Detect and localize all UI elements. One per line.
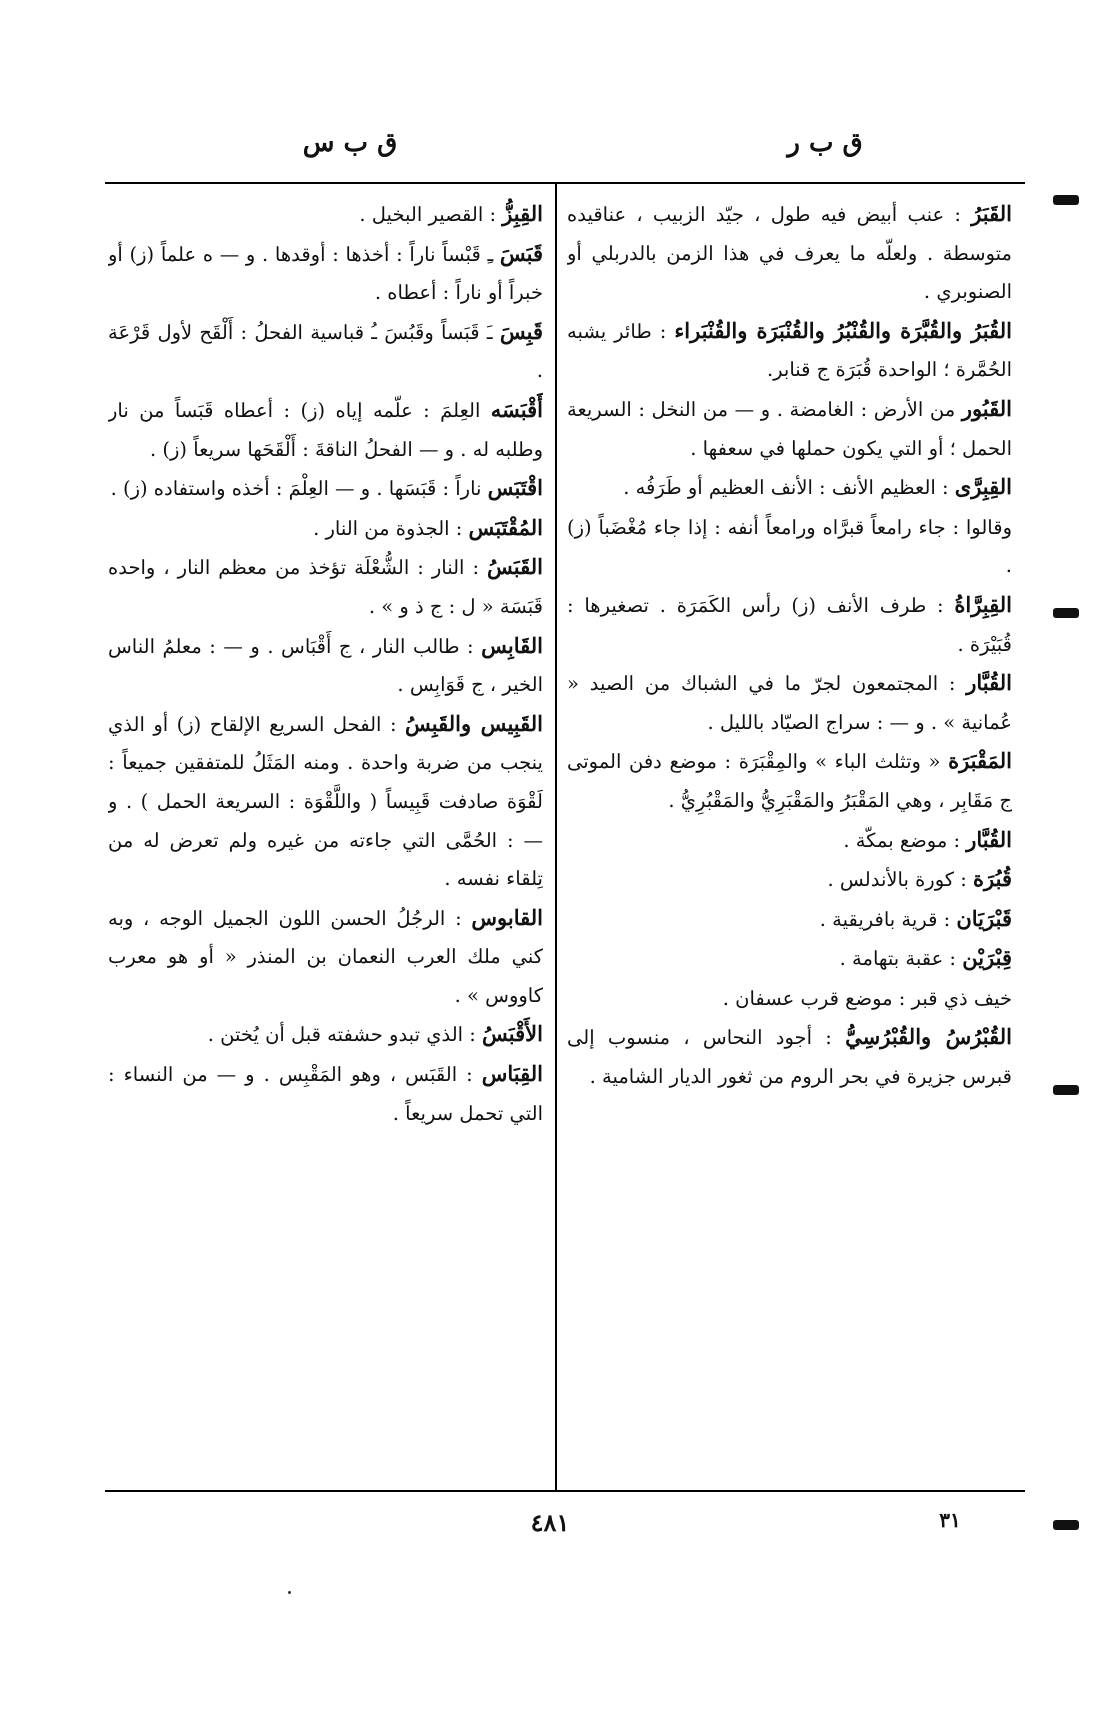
- entry-definition: العِلمَ : علّمه إياه (ز) : أعطاه قَبَساً من نار وطلبه له . و — الفحلُ الناقةَ : أَلْقَحَها سريعاً (ز) .: [108, 398, 543, 461]
- entry-definition: : القَبَس ، وهو المَقْبِس . و — من النساء : التي تحمل سريعاً .: [108, 1063, 543, 1125]
- entry: [567, 900, 1012, 940]
- entry-definition: : أجود النحاس ، منسوب إلى قبرس جزيرة في بحر الروم من ثغور الديار الشامية .: [567, 1026, 1012, 1089]
- entry-headword: القَبَسُ: [487, 554, 543, 580]
- entry: [567, 312, 1012, 390]
- entry-headword: القُبَّار: [966, 826, 1012, 852]
- entry-headword: القَبُور: [961, 395, 1012, 421]
- entry: [108, 705, 543, 899]
- entry-headword: القِبِرَّاةُ: [954, 591, 1012, 617]
- entry-definition: ناراً : قَبَسَها . و — العِلْمَ : أخذه واستفاده (ز) .: [110, 477, 488, 501]
- entry-definition: : عنب أبيض فيه طول ، جيّد الزبيب ، عناقيده متوسطة . ولعلّه ما يعرف في هذا الزمن بالدربلي أو الصنوبري .: [567, 203, 1012, 304]
- entry-definition: : النار : الشُّعْلَة تؤخذ من معظم النار ، واحده قَبَسَة « ل : ج ذ و » .: [108, 556, 543, 618]
- entry: [108, 235, 543, 313]
- entry: [567, 1018, 1012, 1096]
- print-speck: [288, 1591, 291, 1594]
- entry-definition: : الفحل السريع الإلقاح (ز) أو الذي ينجب من ضربة واحدة . ومنه المَثَلُ للمتفقين جميعاً : لَقْوَة صادفت قَبِيساً ( واللَّقْوَة : السريعة الحمل ) . و — : الحُمَّى التي جاءته من غيره ولم تعرض له من تِلقاء نفسه .: [108, 712, 543, 891]
- entry: [567, 508, 1012, 586]
- entry-headword: اقْتَبَس: [487, 475, 543, 501]
- entry: [108, 195, 543, 235]
- top-rule: [105, 182, 1025, 184]
- entry-definition: خيف ذي قبر : موضع قرب عسفان .: [722, 986, 1012, 1010]
- entry: [108, 1015, 543, 1055]
- margin-tab-marker: [1053, 608, 1079, 618]
- entry-definition: : عقبة بتهامة .: [839, 947, 963, 971]
- entry-definition: « وتثلث الباء » والمِقْبَرَة : موضع دفن الموتى ج مَقَابِر ، وهي المَقْبَرُ والمَقْبَرِيُّ والمَقْبُرِيُّ .: [567, 750, 1012, 812]
- entry: [567, 195, 1012, 312]
- entry: [567, 979, 1012, 1019]
- page-number: ٤٨١: [530, 1508, 570, 1537]
- entry: [108, 391, 543, 469]
- entry-headword: القُبَرُ والقُبَّرَة والقُنْبُرُ والقُنْبَرَة والقُنْبَراء: [674, 317, 1012, 343]
- entry-headword: المَقْبَرَة: [948, 748, 1012, 774]
- entry: [108, 469, 543, 509]
- entry-definition: ـَ قَبَساً وقَبُسَ ـُ قباسية الفحلُ : أَلْقَح لأول قَرْعَة .: [108, 320, 543, 383]
- entry-headword: القُبَّار: [966, 670, 1012, 696]
- entry-headword: القابوس: [471, 904, 543, 930]
- column-divider: [555, 182, 557, 1490]
- entry-definition: : الذي تبدو حشفته قبل أن يُختن .: [207, 1023, 483, 1047]
- entry-headword: قِبْرَيْن: [962, 945, 1012, 971]
- entry-definition: : العظيم الأنف : الأنف العظيم أو طَرَفُه .: [623, 476, 955, 500]
- entry-headword: القِبَاس: [481, 1061, 543, 1087]
- margin-tab-marker: [1053, 1085, 1079, 1095]
- entry-headword: القَبِيس والقَبِسُ: [404, 710, 543, 736]
- left-column: [108, 195, 543, 1480]
- entry: [567, 390, 1012, 468]
- entry: [108, 627, 543, 705]
- entry: [108, 548, 543, 626]
- signature-mark: ٣١: [939, 1508, 961, 1532]
- entry: [567, 664, 1012, 742]
- entry-headword: قَبِسَ: [499, 318, 543, 344]
- entry-headword: القَابِس: [481, 632, 543, 658]
- entry-headword: الأَقْبَسُ: [482, 1021, 543, 1047]
- entry-definition: : قرية بافريقية .: [819, 907, 957, 931]
- entry-definition: : كورة بالأندلس .: [827, 868, 974, 892]
- entry: [567, 939, 1012, 979]
- entry: [567, 860, 1012, 900]
- header-root-left: ق ب س: [302, 128, 398, 158]
- entry: [567, 821, 1012, 861]
- header-root-right: ق ب ر: [787, 128, 863, 158]
- entry-definition: : القصير البخيل .: [359, 203, 503, 226]
- entry-headword: القِبِرَّى: [954, 474, 1012, 500]
- entry-definition: : طالب النار ، ج أَقْبَاس . و — : معلمُ الناس الخير ، ج قَوَابِس .: [108, 634, 543, 697]
- entry-headword: قَبْرَيَان: [956, 905, 1012, 931]
- entry: [108, 509, 543, 549]
- entry-headword: القَبَرُ: [971, 201, 1012, 226]
- entry-definition: : الجذوة من النار .: [313, 516, 469, 540]
- entry-headword: القِبِزُّ: [502, 201, 543, 226]
- bottom-rule: [105, 1490, 1025, 1492]
- margin-tab-marker: [1053, 1520, 1079, 1530]
- entry-headword: قُبُرَة: [973, 866, 1012, 892]
- entry: [567, 468, 1012, 508]
- entry: [108, 1055, 543, 1133]
- margin-tab-marker: [1053, 195, 1079, 205]
- right-column: [567, 195, 1012, 1480]
- entry-headword: المُقْتَبَس: [468, 514, 543, 540]
- entry-definition: من الأرض : الغامضة . و — من النخل : السريعة الحمل ؛ أو التي يكون حملها في سعفها .: [567, 397, 1012, 460]
- entry-definition: : طائر يشبه الحُمَّرة ؛ الواحدة قُبَرَة ج قنابر.: [567, 319, 1012, 382]
- entry-definition: : موضع بمكّة .: [843, 828, 967, 852]
- entry-definition: : طرف الأنف (ز) رأس الكَمَرَة . تصغيرها : قُبَيْرَة .: [567, 593, 1012, 656]
- entry-headword: قَبَسَ: [499, 240, 543, 266]
- entry: [108, 899, 543, 1016]
- entry: [567, 586, 1012, 664]
- entry: [567, 742, 1012, 820]
- entry-headword: القُبْرُسُ والقُبْرُسِيُّ: [845, 1024, 1012, 1050]
- entry: [108, 313, 543, 391]
- entry-definition: وقالوا : جاء رامعاً قبرَّاه ورامعاً أنفه : إذا جاء مُغْضَباً (ز) .: [567, 515, 1012, 578]
- entry-definition: : الرجُلُ الحسن اللون الجميل الوجه ، وبه كني ملك العرب النعمان بن المنذر « أو هو معرب كاووس » .: [108, 906, 543, 1007]
- entry-headword: أَقْبَسَه: [490, 396, 543, 422]
- entry-definition: ـِ قَبْساً ناراً : أخذها : أوقدها . و — ه علماً (ز) أو خبراً أو ناراً : أعطاه .: [108, 242, 543, 305]
- entry-definition: : المجتمعون لجرّ ما في الشباك من الصيد « عُمانية » . و — : سراج الصيّاد بالليل .: [567, 672, 1012, 734]
